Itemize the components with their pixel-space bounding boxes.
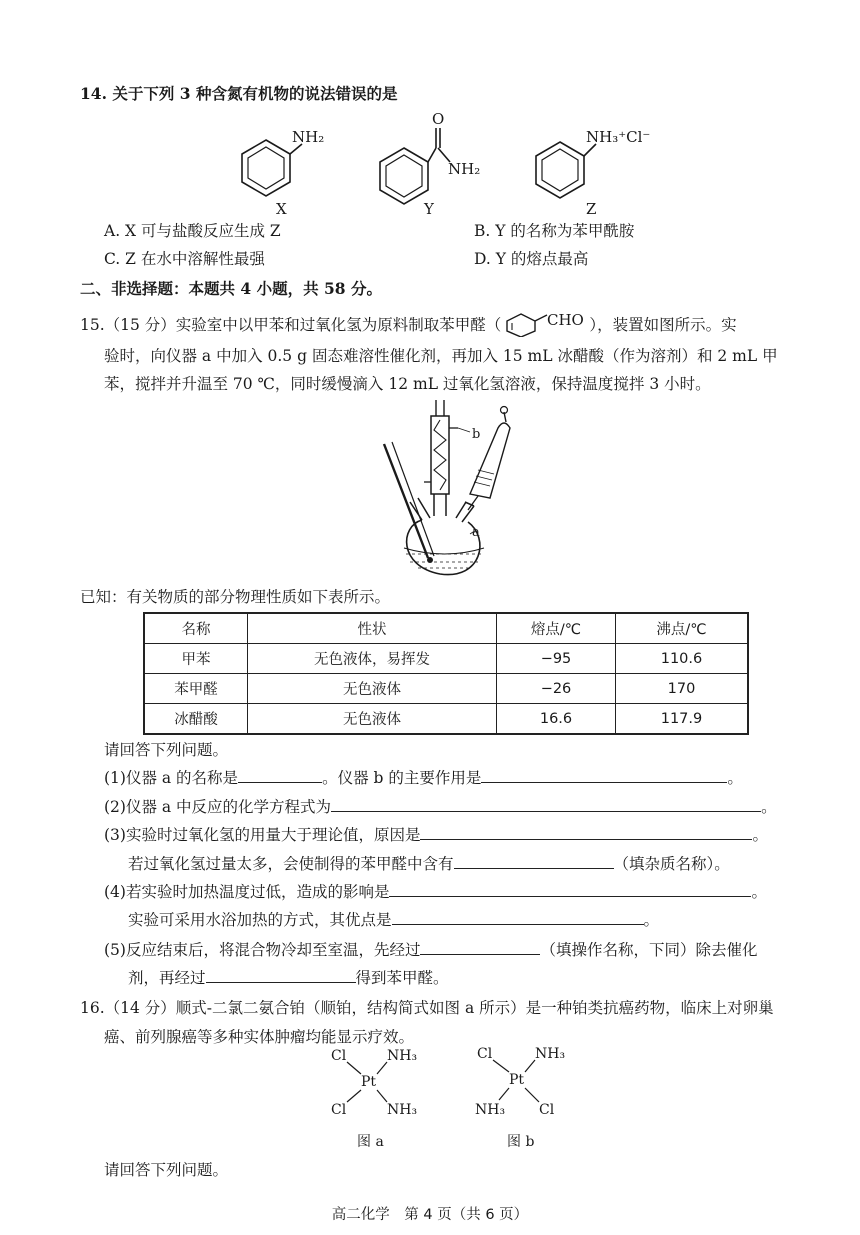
fig-b-bl: NH₃ [475,1102,506,1118]
compound-x-label: X [276,200,287,218]
answer-blank[interactable] [454,852,614,869]
compound-z-label: Z [586,200,597,218]
answer-blank[interactable] [392,908,644,925]
sub2-text: (2)仪器 a 中反应的化学方程式为 [104,798,332,816]
fig-a-bl: Cl [331,1102,347,1118]
sub5-text-a: (5)反应结束后，将混合物冷却至室温，先经过 [104,941,421,959]
table-cell: 冰醋酸 [144,704,248,735]
q14-stem: 14. 关于下列 3 种含氮有机物的说法错误的是 [80,84,398,103]
table-header: 名称 [144,613,248,644]
properties-table [143,612,749,735]
table-header: 性状 [248,613,497,644]
fig-a-br: NH₃ [387,1102,418,1118]
sub3-text-b: 若过氧化氢过量太多，会使制得的苯甲醛中含有 [128,855,454,873]
sub4-text-b: 实验可采用水浴加热的方式，其优点是 [128,911,392,929]
fig-b-tl: Cl [477,1046,493,1062]
label-b: b [472,427,481,442]
compound-x-group: NH₂ [292,128,325,146]
section-heading: 二、非选择题：本题共 4 小题，共 58 分。 [80,279,382,298]
sub3-text-c: （填杂质名称）。 [613,855,730,873]
answer-blank[interactable] [206,966,356,983]
answer-blank[interactable] [389,880,751,897]
label-a: a [472,525,480,540]
sub5-text-b: （填操作名称，下同）除去催化 [540,941,758,959]
q16-line2: 癌、前列腺癌等多种实体肿瘤均能显示疗效。 [104,1028,415,1046]
figure-a [331,1048,417,1150]
fig-a-tr: NH₃ [387,1048,418,1064]
answer-blank[interactable] [420,938,540,955]
table-row [144,674,748,704]
table-header-row [144,613,748,644]
compound-z-group: NH₃⁺Cl⁻ [586,128,651,146]
q15-prompt: 请回答下列问题。 [104,741,229,759]
q15-sub2 [104,795,777,817]
q15-line1 [80,311,737,337]
q15-sub5b [128,966,449,988]
q14-option-c: C. Z 在水中溶解性最强 [104,250,265,268]
fig-a-tl: Cl [331,1048,347,1064]
sub2-period: 。 [761,798,777,816]
q15-sub3a [104,823,768,845]
page-footer: 高二化学 第 4 页（共 6 页） [331,1207,529,1223]
table-cell: 无色液体 [248,704,497,735]
answer-blank[interactable] [238,766,322,783]
q15-sub4b [128,908,659,930]
q14-option-b: B. Y 的名称为苯甲酰胺 [474,222,635,240]
table-cell: 无色液体，易挥发 [248,644,497,674]
table-cell: 甲苯 [144,644,248,674]
fig-a-center: Pt [361,1074,377,1090]
q15-line3: 苯，搅拌并升温至 70 ℃，同时缓慢滴入 12 mL 过氧化氢溶液，保持温度搅拌 3 小时。 [104,375,711,393]
q15-sub1 [104,766,743,788]
table-cell: −26 [497,674,616,704]
q15-sub4a [104,880,767,902]
table-cell: 117.9 [616,704,749,735]
fig-b-center: Pt [509,1072,525,1088]
answer-blank[interactable] [420,823,752,840]
fig-b-caption: 图 b [507,1134,535,1150]
sub4-period: 。 [751,883,767,901]
compound-z-structure [536,128,650,218]
q16-prompt: 请回答下列问题。 [104,1161,229,1179]
table-cell: 110.6 [616,644,749,674]
table-cell: 无色液体 [248,674,497,704]
q14-option-d: D. Y 的熔点最高 [474,250,589,268]
sub4-text-a: (4)若实验时加热温度过低，造成的影响是 [104,883,390,901]
q15-line2: 验时，向仪器 a 中加入 0.5 g 固态难溶性催化剂，再加入 15 mL 冰醋酸（作为溶剂）和 2 mL 甲 [104,347,778,365]
q15-sub5a [104,938,757,960]
compound-y-label: Y [424,200,434,218]
q14-option-a: A. X 可与盐酸反应生成 Z [104,222,281,240]
compound-y-structure [380,110,480,218]
q16-line1: 16.（14 分）顺式-二氯二氨合铂（顺铂，结构简式如图 a 所示）是一种铂类抗癌药物，临床上对卵巢 [80,999,774,1017]
table-cell: 170 [616,674,749,704]
platinum-structures [315,1040,595,1156]
sub5-text-d: 得到苯甲醛。 [355,969,449,987]
compound-y-group: NH₂ [448,160,481,178]
table-row [144,704,748,735]
sub4-period: 。 [643,911,660,929]
known-intro: 已知：有关物质的部分物理性质如下表所示。 [80,588,391,606]
compound-y-oxygen: O [432,110,445,128]
table-row [144,644,748,674]
fig-b-br: Cl [539,1102,555,1118]
sub1-period: 。 [727,769,743,787]
table-header: 沸点/℃ [616,613,749,644]
sub1-text-a: (1)仪器 a 的名称是 [104,769,239,787]
figure-b [475,1046,565,1150]
benzaldehyde-structure [501,311,589,337]
fig-b-tr: NH₃ [535,1046,566,1062]
q14-structures [200,108,680,220]
sub5-text-c: 剂，再经过 [128,969,206,987]
q15-line1-a: 15.（15 分）实验室中以甲苯和过氧化氢为原料制取苯甲醛（ [80,316,502,334]
table-header: 熔点/℃ [497,613,616,644]
answer-blank[interactable] [481,766,727,783]
compound-x-structure [242,128,324,218]
q15-line1-b: ），装置如图所示。实 [589,316,737,334]
cho-group: CHO [547,311,585,329]
sub3-text-a: (3)实验时过氧化氢的用量大于理论值，原因是 [104,826,421,844]
table-cell: 16.6 [497,704,616,735]
table-cell: −95 [497,644,616,674]
table-cell: 苯甲醛 [144,674,248,704]
sub3-period: 。 [752,826,768,844]
q15-sub3b [128,852,730,874]
apparatus-diagram [370,398,530,580]
fig-a-caption: 图 a [357,1134,384,1150]
answer-blank[interactable] [331,795,761,812]
sub1-text-b: 。仪器 b 的主要作用是 [322,769,482,787]
